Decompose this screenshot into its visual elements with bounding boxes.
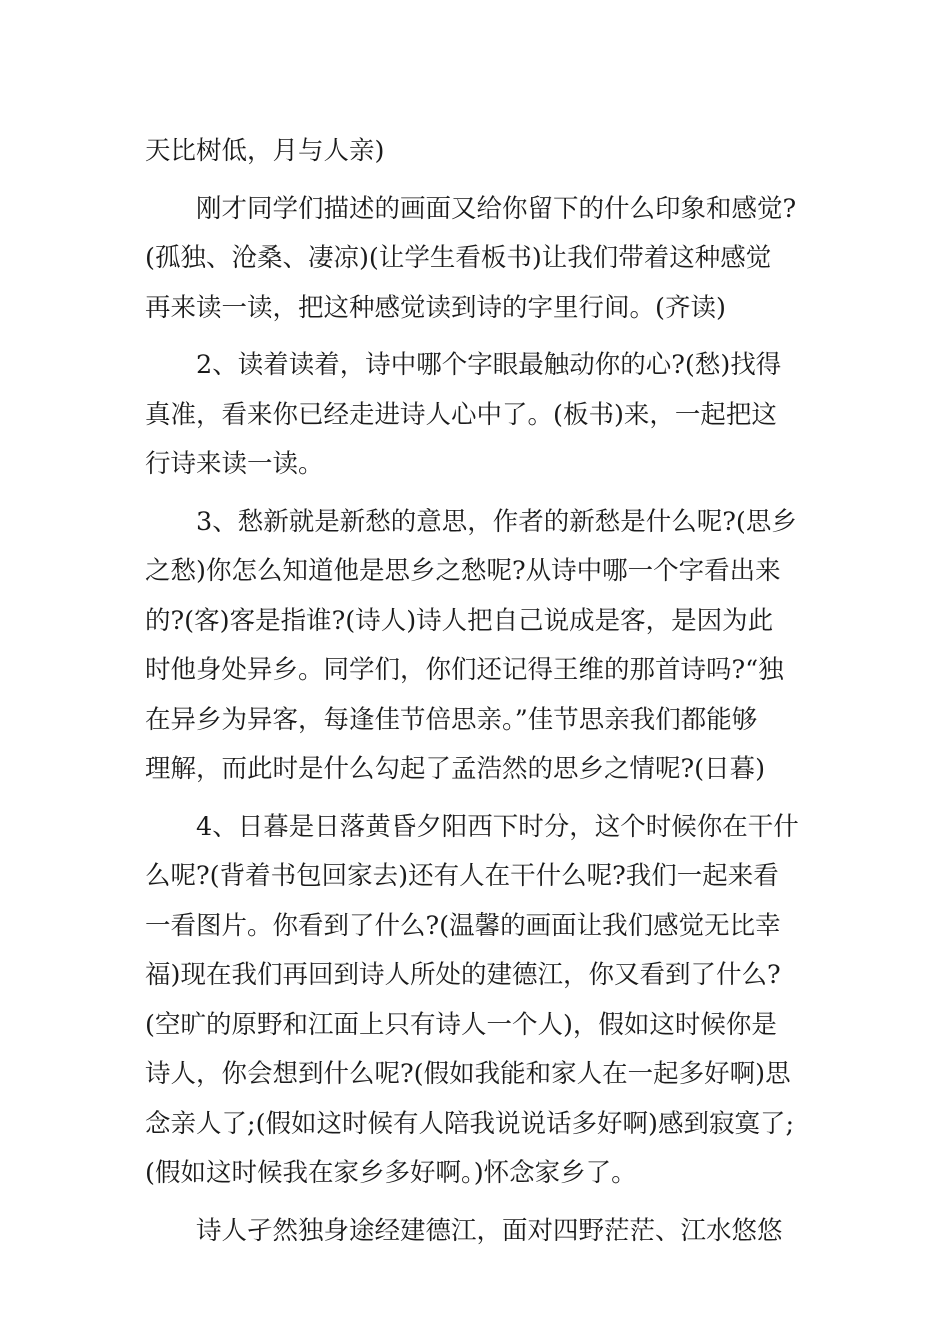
text-line: 行诗来读一读。 [145, 449, 324, 479]
text-line: 再来读一读，把这种感觉读到诗的字里行间。(齐读) [145, 292, 726, 323]
text-line: 天比树低，月与人亲) [145, 136, 385, 166]
text-line: 之愁)你怎么知道他是思乡之愁呢?从诗中哪一个字看出来 [145, 556, 781, 586]
text-line: (孤独、沧桑、凄凉)(让学生看板书)让我们带着这种感觉 [145, 243, 772, 273]
text-line: 3、愁新就是新愁的意思，作者的新愁是什么呢?(思乡 [196, 506, 797, 537]
text-line: (假如这时候我在家乡多好啊。)怀念家乡了。 [145, 1158, 637, 1188]
text-line: 理解，而此时是什么勾起了孟浩然的思乡之情呢?(日暮) [145, 754, 766, 784]
paragraph [145, 498, 825, 795]
text-line: 诗人，你会想到什么呢?(假如我能和家人在一起多好啊)思 [145, 1059, 791, 1089]
text-line: 一看图片。你看到了什么?(温馨的画面让我们感觉无比幸 [145, 910, 781, 941]
text-line: 诗人孑然独身途经建德江，面对四野茫茫、江水悠悠 [196, 1215, 783, 1246]
paragraph [145, 127, 825, 177]
text-line: 福)现在我们再回到诗人所处的建德江，你又看到了什么? [145, 960, 781, 990]
text-line: 念亲人了;(假如这时候有人陪我说说话多好啊)感到寂寞了; [145, 1108, 795, 1139]
body-text [145, 127, 825, 1256]
text-line: 刚才同学们描述的画面又给你留下的什么印象和感觉? [196, 193, 797, 224]
text-line: (空旷的原野和江面上只有诗人一个人)，假如这时候你是 [145, 1009, 777, 1040]
paragraph [145, 341, 825, 490]
text-line: 真准，看来你已经走进诗人心中了。(板书)来，一起把这 [145, 399, 777, 430]
text-line: 时他身处异乡。同学们，你们还记得王维的那首诗吗?“独 [145, 655, 784, 685]
text-line: 么呢?(背着书包回家去)还有人在干什么呢?我们一起来看 [145, 861, 779, 891]
paragraph [145, 803, 825, 1199]
text-line: 的?(客)客是指谁?(诗人)诗人把自己说成是客，是因为此 [145, 605, 774, 636]
text-line: 4、日暮是日落黄昏夕阳西下时分，这个时候你在干什 [196, 811, 799, 842]
text-line: 2、读着读着，诗中哪个字眼最触动你的心?(愁)找得 [196, 350, 782, 380]
text-line: 在异乡为异客，每逢佳节倍思亲。”佳节思亲我们都能够 [145, 704, 758, 735]
paragraph [145, 1207, 825, 1257]
paragraph [145, 185, 825, 334]
